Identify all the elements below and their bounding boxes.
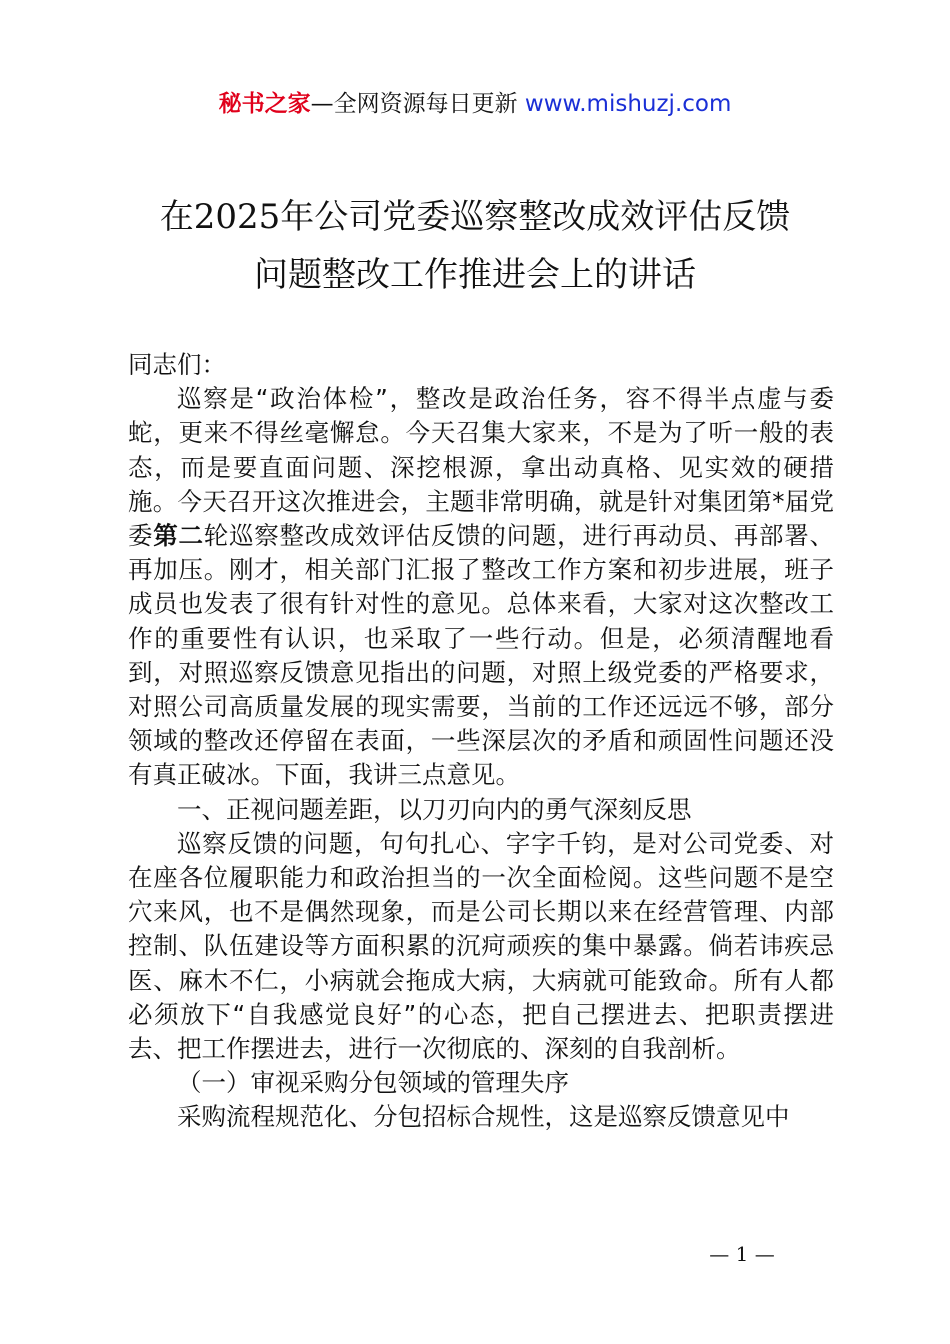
site-tagline: —全网资源每日更新: [310, 91, 525, 117]
salutation: 同志们：: [128, 350, 226, 379]
title-line-2: 问题整改工作推进会上的讲话: [254, 255, 696, 295]
document-title: [0, 188, 950, 304]
section-heading-1: 一、正视问题差距，以刀刃向内的勇气深刻反思: [177, 794, 692, 824]
paragraph-opening-bold: 第二: [153, 521, 204, 551]
title-line-1: 在2025年公司党委巡察整改成效评估反馈: [159, 197, 791, 237]
paragraph-opening-part2: 轮巡察整改成效评估反馈的问题，进行再动员、再部署、再加压。刚才，相关部门汇报了整改工作方案和初步进展，班子成员也发表了很有针对性的意见。总体来看，大家对这次整改工作的重要性有认识，也采取了一些行动。但是，必须清醒地看到，对照巡察反馈意见指出的问题，对照上级党委的严格要求，对照公司高质量发展的现实需要，当前的工作还远远不够，部分领域的整改还停留在表面，一些深层次的矛盾和顽固性问题还没有真正破冰。下面，我讲三点意见。: [128, 521, 835, 790]
paragraph-opening: [128, 382, 834, 792]
site-url-link[interactable]: www.mishuzj.com: [524, 91, 732, 117]
page-number: — 1 —: [709, 1242, 775, 1266]
subsection-heading-1: （一）审视采购分包领域的管理失序: [177, 1068, 569, 1098]
paragraph-opening-part1: 巡察是“政治体检”，整改是政治任务，容不得半点虚与委蛇，更来不得丝毫懈怠。今天召集大家来，不是为了听一般的表态，而是要直面问题、深挖根源，拿出动真格、见实效的硬措施。今天召开这次推进会，主题非常明确，就是针对集团第*届党委: [128, 384, 834, 551]
document-body: [128, 348, 834, 1135]
site-brand: 秘书之家: [218, 91, 311, 117]
site-header: [0, 86, 950, 122]
paragraph-subsection-1: 采购流程规范化、分包招标合规性，这是巡察反馈意见中: [177, 1102, 790, 1132]
paragraph-section-1: 巡察反馈的问题，句句扎心、字字千钧，是对公司党委、对在座各位履职能力和政治担当的一次全面检阅。这些问题不是空穴来风，也不是偶然现象，而是公司长期以来在经营管理、内部控制、队伍建设等方面积累的沉疴顽疾的集中暴露。倘若讳疾忌医、麻木不仁，小病就会拖成大病，大病就可能致命。所有人都必须放下“自我感觉良好”的心态，把自己摆进去、把职责摆进去、把工作摆进去，进行一次彻底的、深刻的自我剖析。: [128, 828, 834, 1064]
